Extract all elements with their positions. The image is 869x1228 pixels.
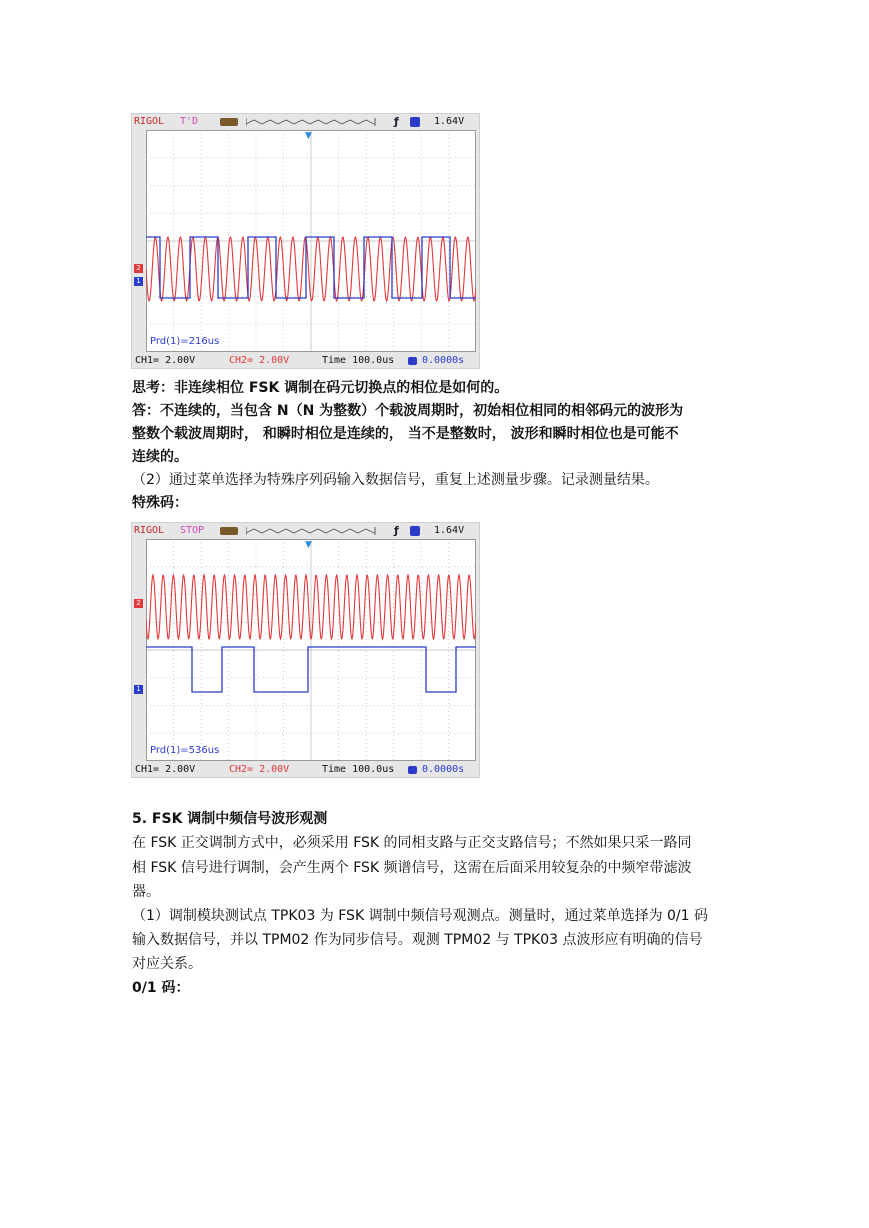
trigger-edge-icon: ƒ: [394, 524, 399, 537]
answer-line-2: 整数个载波周期时， 和瞬时相位是连续的， 当不是整数时， 波形和瞬时相位也是可能不: [132, 426, 679, 442]
section-title: 5. FSK 调制中频信号波形观测: [132, 811, 328, 827]
time-offset: 0.0000s: [422, 355, 465, 366]
scope-screen: [146, 539, 476, 761]
ch2-scale: CH2= 2.00V: [229, 355, 290, 366]
step1-line-3: 对应关系。: [132, 956, 202, 972]
scope-brand: RIGOL: [134, 525, 165, 536]
ch2-marker-icon: 2: [134, 264, 143, 273]
answer-line-3: 连续的。: [132, 449, 188, 465]
memory-depth-icon: [220, 118, 238, 126]
ch1-scale: CH1= 2.00V: [135, 355, 196, 366]
special-code-label: 特殊码：: [132, 495, 188, 511]
step1-line-1: （1）调制模块测试点 TPK03 为 FSK 调制中频信号观测点。测量时，通过菜单选择为 0/1 码: [132, 908, 709, 924]
time-base: Time 100.0us: [322, 764, 395, 775]
memory-depth-icon: [220, 527, 238, 535]
ch1-marker-icon: 1: [134, 685, 143, 694]
section-line-1: 在 FSK 正交调制方式中，必须采用 FSK 的同相支路与正交支路信号；不然如果只采一路同: [132, 835, 692, 851]
time-offset-icon: [408, 766, 417, 774]
thought-question: 思考：非连续相位 FSK 调制在码元切换点的相位是如何的。: [132, 380, 509, 396]
trigger-marker-icon: ▼: [305, 131, 312, 141]
scope-status: STOP: [180, 525, 205, 536]
code01-label: 0/1 码：: [132, 980, 190, 996]
scope-brand: RIGOL: [134, 116, 165, 127]
answer-line-1: 答：不连续的，当包含 N（N 为整数）个载波周期时，初始相位相同的相邻码元的波形为: [132, 403, 684, 419]
trigger-marker-icon: ▼: [305, 540, 312, 550]
oscilloscope-screenshot-2: [131, 522, 480, 778]
section-line-3: 器。: [132, 884, 160, 900]
measurement-readout: Prd(1)=216us: [150, 336, 220, 347]
scope-top-bar: [132, 114, 479, 130]
ch2-marker-icon: 2: [134, 599, 143, 608]
trigger-edge-icon: ƒ: [394, 115, 399, 128]
trigger-position-icon: [246, 116, 376, 128]
trigger-position-icon: [246, 525, 376, 537]
ch2-scale: CH2= 2.00V: [229, 764, 290, 775]
measurement-readout: Prd(1)=536us: [150, 745, 220, 756]
section-line-2: 相 FSK 信号进行调制，会产生两个 FSK 频谱信号，这需在后面采用较复杂的中频窄带滤波: [132, 860, 692, 876]
step1-line-2: 输入数据信号，并以 TPM02 作为同步信号。观测 TPM02 与 TPK03 点波形应有明确的信号: [132, 932, 703, 948]
scope-bottom-bar: [132, 762, 479, 778]
trigger-channel-icon: [410, 526, 420, 536]
step2-text: （2）通过菜单选择为特殊序列码输入数据信号，重复上述测量步骤。记录测量结果。: [132, 472, 659, 488]
ch1-scale: CH1= 2.00V: [135, 764, 196, 775]
time-offset: 0.0000s: [422, 764, 465, 775]
ch1-marker-icon: 1: [134, 277, 143, 286]
scope-top-bar: [132, 523, 479, 539]
waveform-display: [146, 130, 476, 352]
trigger-level: 1.64V: [434, 116, 465, 127]
scope-status: T'D: [180, 116, 199, 127]
trigger-channel-icon: [410, 117, 420, 127]
trigger-level: 1.64V: [434, 525, 465, 536]
waveform-display: [146, 539, 476, 761]
scope-screen: [146, 130, 476, 352]
scope-bottom-bar: [132, 353, 479, 369]
time-offset-icon: [408, 357, 417, 365]
oscilloscope-screenshot-1: [131, 113, 480, 369]
time-base: Time 100.0us: [322, 355, 395, 366]
